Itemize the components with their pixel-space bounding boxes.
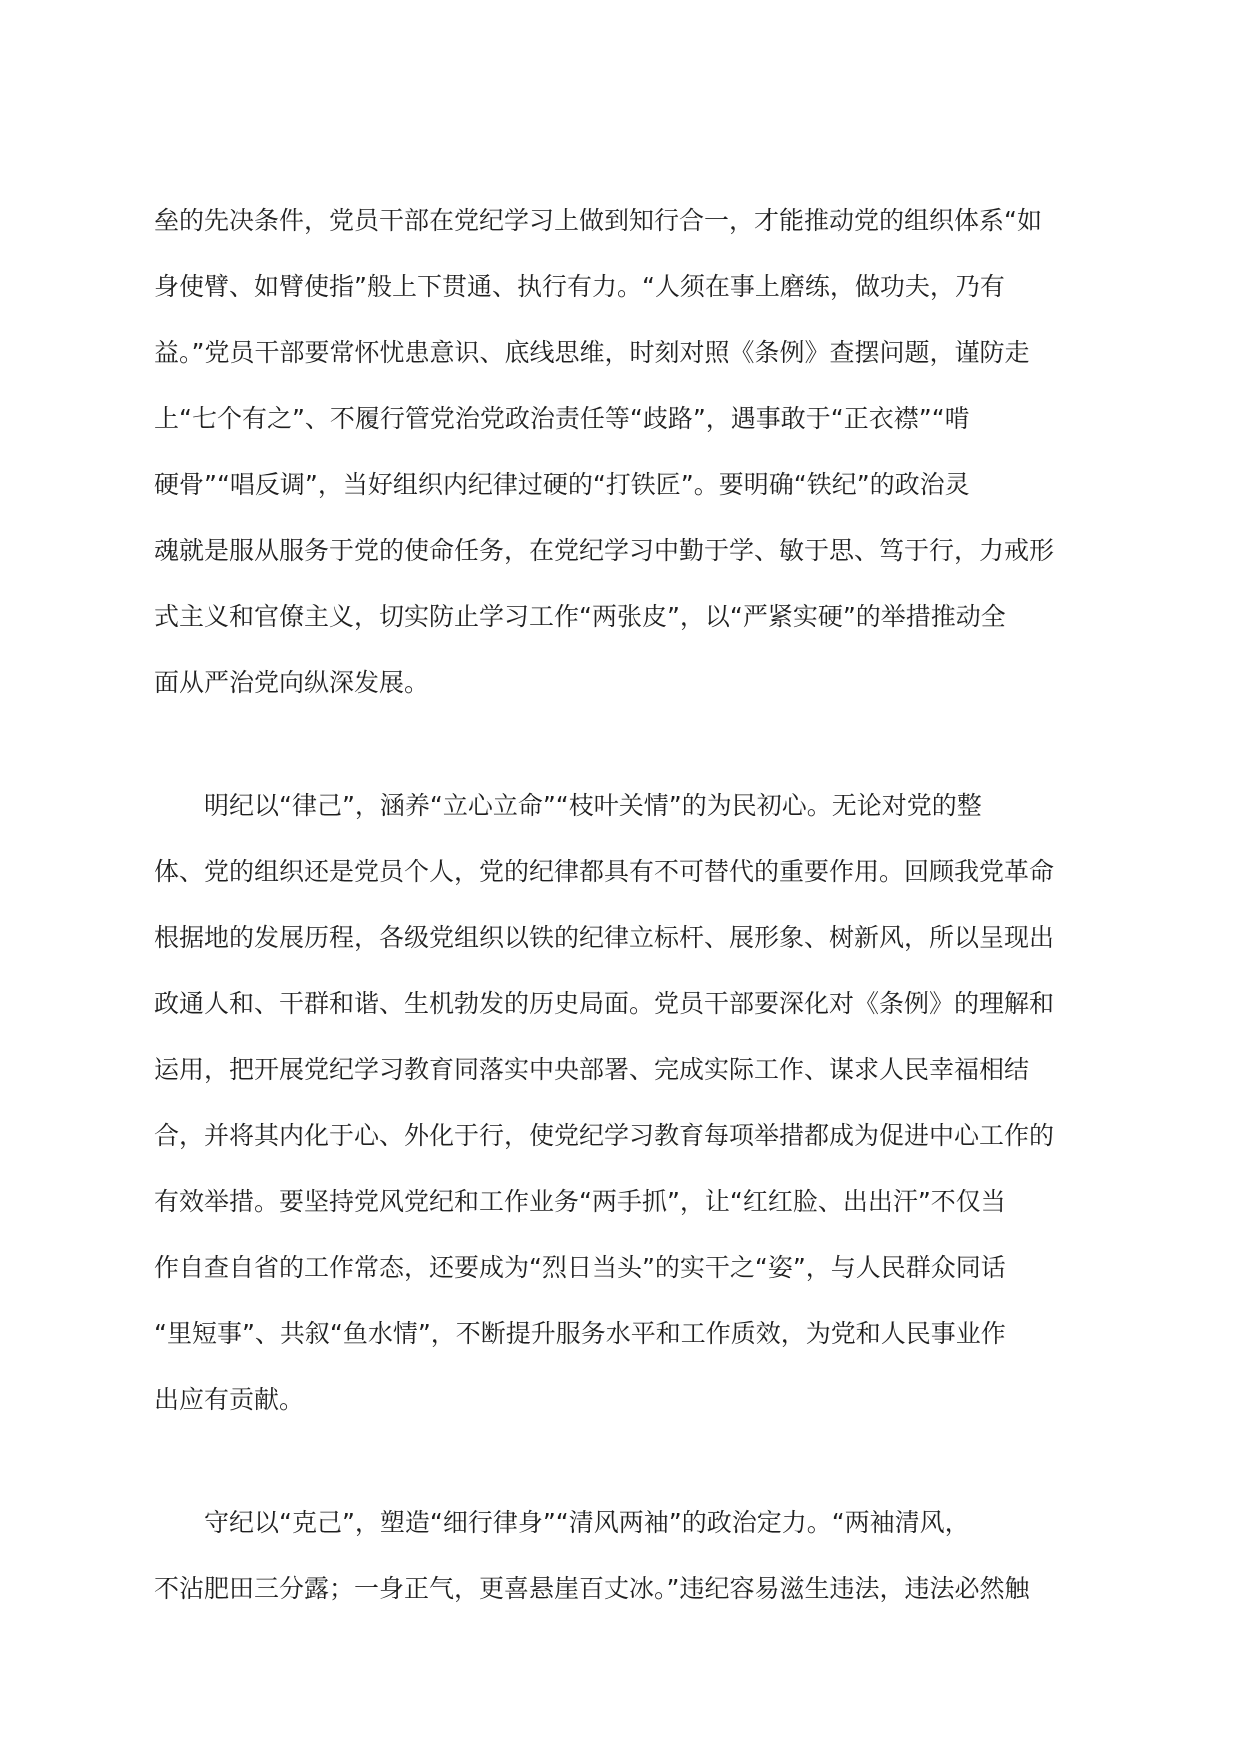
text-line: 益。”党员干部要常怀忧患意识、底线思维，时刻对照《条例》查摆问题，谨防走 (154, 338, 1030, 367)
paragraph-spacing (154, 716, 1084, 773)
text-line: 体、党的组织还是党员个人，党的纪律都具有不可替代的重要作用。回顾我党革命 (154, 857, 1055, 886)
text-line: 合，并将其内化于心、外化于行，使党纪学习教育每项举措都成为促进中心工作的 (154, 1121, 1055, 1150)
document-body (154, 188, 1084, 1622)
text-line: 出应有贡献。 (154, 1385, 305, 1414)
text-line: 式主义和官僚主义，切实防止学习工作“两张皮”，以“严紧实硬”的举措推动全 (154, 602, 1006, 631)
text-line: 根据地的发展历程，各级党组织以铁的纪律立标杆、展形象、树新风，所以呈现出 (154, 923, 1055, 952)
text-line: 守纪以“克己”，塑造“细行律身”“清风两袖”的政治定力。“两袖清风， (204, 1508, 970, 1537)
text-line: 有效举措。要坚持党风党纪和工作业务“两手抓”，让“红红脸、出出汗”不仅当 (154, 1187, 1006, 1216)
text-line: 垒的先决条件，党员干部在党纪学习上做到知行合一，才能推动党的组织体系“如 (154, 206, 1042, 235)
paragraph-1 (154, 188, 1084, 716)
text-line: 运用，把开展党纪学习教育同落实中央部署、完成实际工作、谋求人民幸福相结 (154, 1055, 1030, 1084)
text-line: 明纪以“律己”，涵养“立心立命”“枝叶关情”的为民初心。无论对党的整 (204, 791, 982, 820)
text-line: 不沾肥田三分露；一身正气，更喜悬崖百丈冰。”违纪容易滋生违法，违法必然触 (154, 1574, 1030, 1603)
text-line: 政通人和、干群和谐、生机勃发的历史局面。党员干部要深化对《条例》的理解和 (154, 989, 1055, 1018)
text-line: “里短事”、共叙“鱼水情”，不断提升服务水平和工作质效，为党和人民事业作 (154, 1319, 1006, 1348)
paragraph-2 (154, 773, 1084, 1433)
text-line: 硬骨”“唱反调”，当好组织内纪律过硬的“打铁匠”。要明确“铁纪”的政治灵 (154, 470, 970, 499)
paragraph-spacing (154, 1433, 1084, 1490)
text-line: 面从严治党向纵深发展。 (154, 668, 430, 697)
text-line: 上“七个有之”、不履行管党治党政治责任等“歧路”，遇事敢于“正衣襟”“啃 (154, 404, 970, 433)
text-line: 作自查自省的工作常态，还要成为“烈日当头”的实干之“姿”，与人民群众同话 (154, 1253, 1006, 1282)
text-line: 身使臂、如臂使指”般上下贯通、执行有力。“人须在事上磨练，做功夫，乃有 (154, 272, 1005, 301)
text-line: 魂就是服从服务于党的使命任务，在党纪学习中勤于学、敏于思、笃于行，力戒形 (154, 536, 1055, 565)
paragraph-3 (154, 1490, 1084, 1622)
